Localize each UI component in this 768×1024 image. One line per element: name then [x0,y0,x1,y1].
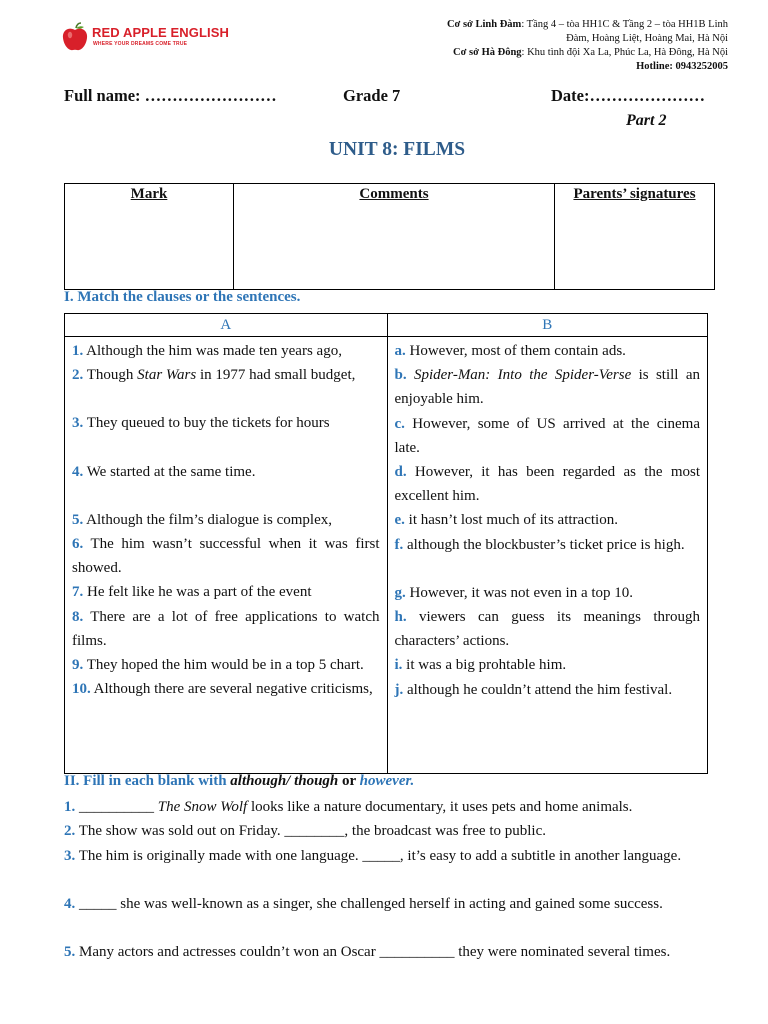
a-item-7: 7. He felt like he was a part of the event [72,584,312,601]
exercise-item-5: 5. Many actors and actresses couldn’t won an Oscar __________ they were nominated several times. [64,944,671,960]
exercise-item-1: 1. __________ The Snow Wolf looks like a nature documentary, it uses pets and home animals. [64,799,633,815]
b-item-d: d. However, it has been regarded as the most excellent him. [394,464,700,505]
a-item-4: 4. We started at the same time. [72,463,256,480]
page-title: UNIT 8: FILMS [328,139,466,160]
red-apple-icon [62,22,88,52]
b-item-i: i. it was a big prohtable him. [394,657,567,674]
a-item-2: 2. Though Star Wars in 1977 had small budget, [72,367,356,384]
address-1-label: Cơ sở Linh Đàm [446,19,522,30]
b-item-f: f. although the blockbuster’s ticket price is high. [394,536,685,553]
a-item-3: 3. They queued to buy the tickets for hours [72,415,330,432]
comments-cell [234,184,555,290]
logo-tagline: WHERE YOUR DREAMS COME TRUE [93,41,188,47]
part-label: Part 2 [626,112,667,129]
a-item-10: 10. Although there are several negative criticisms, [72,681,373,698]
section-2-title: II. Fill in each blank with although/ though or however. [64,773,415,789]
address-block [420,18,728,74]
section-1-title: I. Match the clauses or the sentences. [64,289,301,305]
b-item-j: j. although he couldn’t attend the him festival. [394,681,673,698]
address-2-text: : Khu tình đội Xa La, Phúc La, Hà Đông, Hà Nội [521,47,728,58]
full-name-field: Full name: …………………… [64,86,277,105]
brand-logo [62,22,230,54]
exercise-item-2: 2. The show was sold out on Friday. ________, the broadcast was free to public. [64,823,546,839]
b-item-a: a. However, most of them contain ads. [394,343,626,359]
mark-cell [65,184,234,290]
date-field: Date:………………… [551,86,705,105]
address-1-text: : Tầng 4 – tòa HH1C & Tầng 2 – tòa HH1B Linh [521,19,728,30]
mark-header: Mark [130,186,168,202]
b-item-b: b. Spider-Man: Into the Spider-Verse is still an enjoyable him. [394,367,700,408]
a-item-6: 6. The him wasn’t successful when it was first showed. [72,536,380,577]
address-2-label: Cơ sở Hà Đông [453,47,522,58]
b-item-e: e. it hasn’t lost much of its attraction. [394,512,618,529]
a-item-9: 9. They hoped the him would be in a top 5 chart. [72,657,364,674]
column-b [387,337,708,774]
address-line-1-cont: Đàm, Hoàng Liệt, Hoàng Mai, Hà Nội [566,33,728,44]
matching-table [64,313,708,774]
signatures-header: Parents’ signatures [573,186,696,202]
comments-header: Comments [359,186,429,202]
logo-title: RED APPLE ENGLISH [92,25,230,40]
address-line-2 [420,46,728,60]
column-a [65,337,388,774]
mark-table [64,183,715,290]
address-line-1 [420,18,728,32]
exercise-item-3: 3. The him is originally made with one language. _____, it’s easy to add a subtitle in another language. [64,848,682,864]
signatures-cell [555,184,715,290]
exercise-item-4: 4. _____ she was well-known as a singer, she challenged herself in acting and gained some success. [64,896,663,912]
a-item-5: 5. Although the film’s dialogue is complex, [72,511,332,528]
grade-label: Grade 7 [343,86,401,105]
column-b-header: B [387,314,708,337]
b-item-h: h. viewers can guess its meanings through characters’ actions. [394,609,700,650]
column-a-header: A [65,314,388,337]
hotline: Hotline: 0943252005 [636,61,728,72]
b-item-c: c. However, some of US arrived at the cinema late. [394,415,700,456]
a-item-1: 1. Although the him was made ten years ago, [72,343,342,359]
a-item-8: 8. There are a lot of free applications to watch films. [72,608,380,649]
b-item-g: g. However, it was not even in a top 10. [394,584,634,601]
